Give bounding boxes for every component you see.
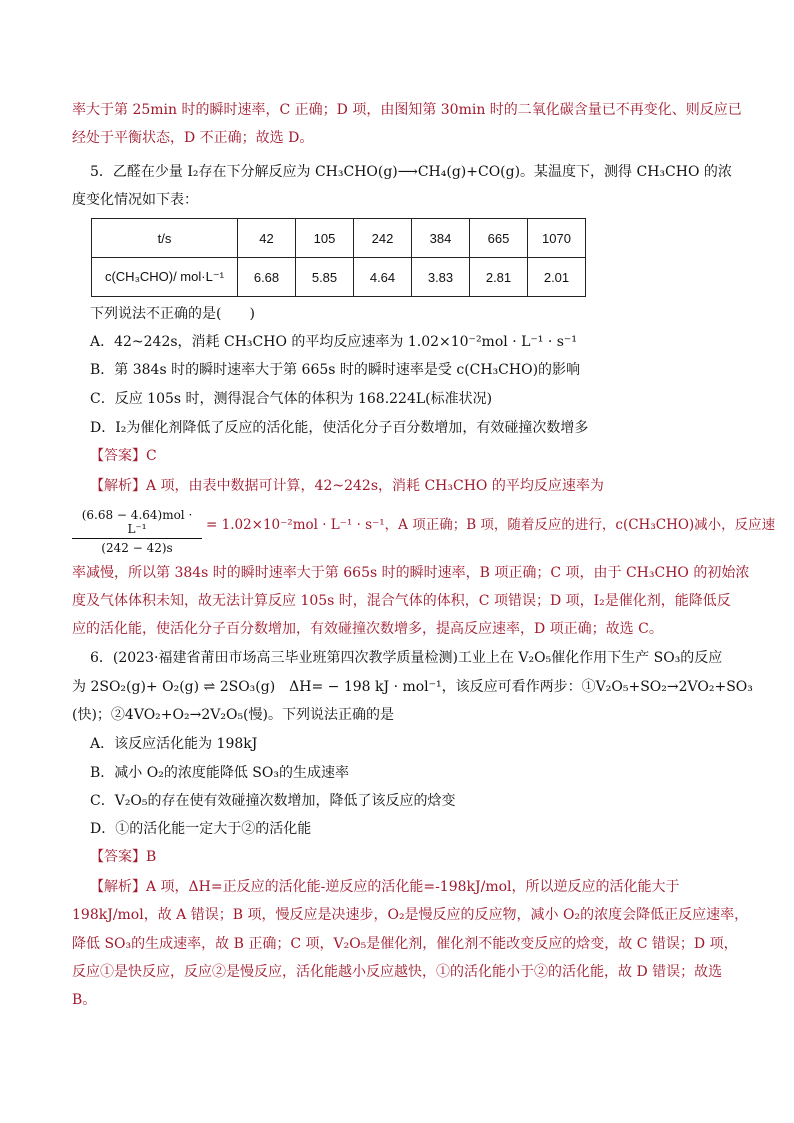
table-cell: 3.83 — [412, 258, 470, 297]
rate-fraction — [72, 508, 202, 555]
answer-value: C — [146, 448, 157, 464]
q6-option-c: C．V₂O₅的存在使有效碰撞次数增加，降低了该反应的焓变 — [90, 793, 456, 809]
q5-explanation-line-4: 度及气体体积未知，故无法计算反应 105s 时，混合气体的体积，C 项错误；D 项，I₂是催化剂，能降低反 — [72, 593, 731, 609]
q5-explanation-line-5: 应的活化能，使活化分子百分数增加，有效碰撞次数增多，提高反应速率，D 项正确；故选 C。 — [72, 621, 663, 637]
table-cell: 665 — [470, 219, 528, 258]
table-row — [92, 219, 586, 258]
q6-option-d: D．①的活化能一定大于②的活化能 — [90, 821, 312, 837]
q5-option-d: D．I₂为催化剂降低了反应的活化能，使活化分子百分数增加，有效碰撞次数增多 — [90, 420, 589, 436]
q6-explanation-line-3: 降低 SO₃的生成速率，故 B 正确；C 项，V₂O₅是催化剂，催化剂不能改变反应的焓变，故 C 错误；D 项， — [72, 936, 738, 952]
q6-answer — [90, 847, 156, 867]
fraction-denominator: (242 − 42)s — [101, 541, 173, 555]
table-cell: 384 — [412, 219, 470, 258]
q5-explanation-line-2: = 1.02×10⁻²mol · L⁻¹ · s⁻¹，A 项正确；B 项，随着反应的进行，c(CH₃CHO)减小，反应速 — [206, 517, 776, 533]
q6-explanation-line-2: 198kJ/mol，故 A 错误；B 项，慢反应是决速步，O₂是慢反应的反应物，减小 O₂的浓度会降低正反应速率， — [72, 907, 749, 923]
table-cell: 2.01 — [528, 258, 586, 297]
table-header-time: t/s — [92, 219, 238, 258]
table-cell: 1070 — [528, 219, 586, 258]
fraction-numerator: (6.68 − 4.64)mol · L⁻¹ — [72, 508, 202, 539]
answer-label: 【答案】 — [90, 448, 146, 464]
q6-explanation-line-4: 反应①是快反应，反应②是慢反应，活化能越小反应越快，①的活化能小于②的活化能，故 D 错误；故选 — [72, 964, 723, 980]
prev-explanation-line-2: 经处于平衡状态，D 不正确；故选 D。 — [72, 130, 314, 146]
table-cell: 5.85 — [296, 258, 354, 297]
table-cell: 105 — [296, 219, 354, 258]
q5-stem-line-2: 度变化情况如下表： — [72, 192, 198, 208]
q6-stem-line-1: 6．(2023·福建省莆田市场高三毕业班第四次教学质量检测)工业上在 V₂O₅催化作用下生产 SO₃的反应 — [90, 650, 723, 666]
prev-explanation-line-1: 率大于第 25min 时的瞬时速率，C 正确；D 项，由图知第 30min 时的二氧化碳含量已不再变化、则反应已 — [72, 102, 742, 118]
q5-option-a: A．42~242s，消耗 CH₃CHO 的平均反应速率为 1.02×10⁻²mol · L⁻¹ · s⁻¹ — [90, 334, 577, 350]
table-cell: 42 — [238, 219, 296, 258]
q6-explanation-line-1 — [90, 877, 680, 897]
explanation-text: A 项，ΔH=正反应的活化能-逆反应的活化能=-198kJ/mol，所以逆反应的活化能大于 — [146, 879, 680, 895]
q6-explanation-line-5: B。 — [72, 992, 97, 1008]
q6-option-b: B．减小 O₂的浓度能降低 SO₃的生成速率 — [90, 765, 349, 781]
explanation-text: A 项，由表中数据可计算，42~242s，消耗 CH₃CHO 的平均反应速率为 — [146, 478, 604, 494]
table-row — [92, 258, 586, 297]
q5-explanation-line-3: 率减慢，所以第 384s 时的瞬时速率大于第 665s 时的瞬时速率，B 项正确；C 项，由于 CH₃CHO 的初始浓 — [72, 565, 750, 581]
q5-option-c: C．反应 105s 时，测得混合气体的体积为 168.224L(标准状况) — [90, 391, 493, 407]
explanation-label: 【解析】 — [90, 478, 146, 494]
answer-label: 【答案】 — [90, 849, 146, 865]
q6-option-a: A．该反应活化能为 198kJ — [90, 736, 258, 752]
table-header-concentration: c(CH₃CHO)/ mol·L⁻¹ — [92, 258, 238, 297]
q5-question: 下列说法不正确的是( ) — [90, 306, 255, 322]
concentration-table — [91, 218, 586, 297]
table-cell: 2.81 — [470, 258, 528, 297]
explanation-label: 【解析】 — [90, 879, 146, 895]
q5-option-b: B．第 384s 时的瞬时速率大于第 665s 时的瞬时速率是受 c(CH₃CHO)的影响 — [90, 362, 581, 378]
table-cell: 4.64 — [354, 258, 412, 297]
q5-answer — [90, 446, 157, 466]
q6-stem-line-3: (快)；②4VO₂+O₂→2V₂O₅(慢)。下列说法正确的是 — [72, 707, 394, 723]
table-cell: 242 — [354, 219, 412, 258]
q5-explanation-line-1 — [90, 476, 604, 496]
table-cell: 6.68 — [238, 258, 296, 297]
answer-value: B — [146, 849, 157, 865]
q6-stem-line-2: 为 2SO₂(g)+ O₂(g) ⇌ 2SO₃(g) ΔH= − 198 kJ · mol⁻¹，该反应可看作两步：①V₂O₅+SO₂→2VO₂+SO₃ — [72, 679, 753, 695]
q5-stem-line-1: 5．乙醛在少量 I₂存在下分解反应为 CH₃CHO(g)⟶CH₄(g)+CO(g)。某温度下，测得 CH₃CHO 的浓 — [90, 164, 732, 180]
